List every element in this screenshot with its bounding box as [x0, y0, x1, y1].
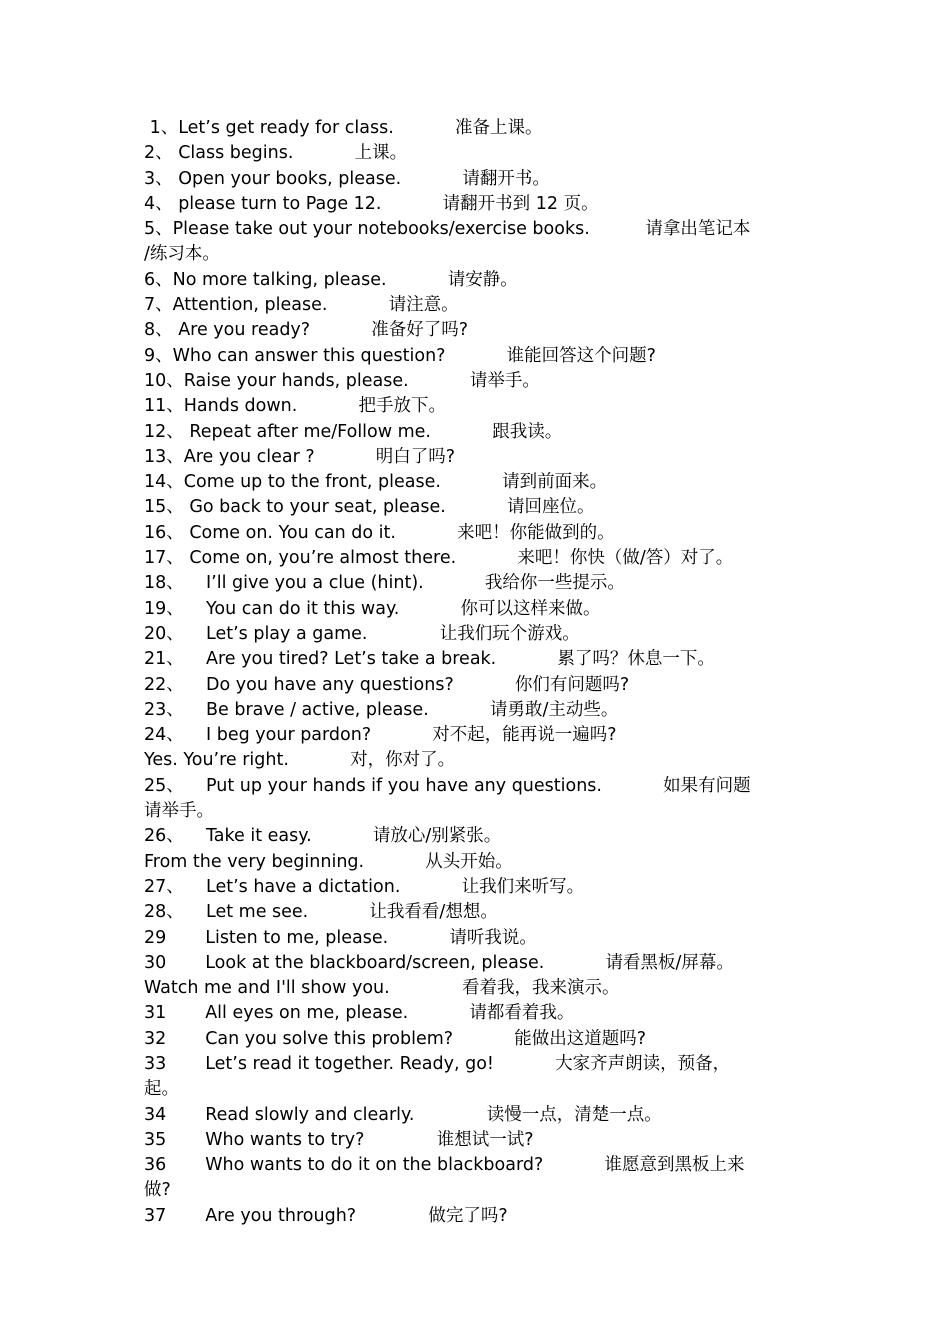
text-line: 8、 Are you ready? 准备好了吗? — [144, 320, 469, 341]
text-line: 3、 Open your books, please. 请翻开书。 — [144, 168, 550, 189]
text-line: 20、 Let’s play a game. 让我们玩个游戏。 — [144, 623, 580, 644]
text-line: 15、 Go back to your seat, please. 请回座位。 — [144, 497, 595, 518]
text-line: 26、 Take it easy. 请放心/别紧张。 — [144, 826, 502, 847]
text-line: 5、Please take out your notebooks/exercise books. 请拿出笔记本 — [144, 219, 751, 240]
text-line: 22、 Do you have any questions? 你们有问题吗? — [144, 674, 630, 695]
text-line: 请举手。 — [144, 801, 214, 822]
text-line: 6、No more talking, please. 请安静。 — [144, 269, 518, 290]
text-line: 28、 Let me see. 让我看看/想想。 — [144, 902, 498, 923]
text-line: 31 All eyes on me, please. 请都看着我。 — [144, 1003, 575, 1024]
text-line: 25、 Put up your hands if you have any questions. 如果有问题 — [144, 775, 751, 796]
text-line: 4、 please turn to Page 12. 请翻开书到 12 页。 — [144, 193, 599, 214]
text-line: From the very beginning. 从头开始。 — [144, 851, 513, 872]
text-line: Watch me and I'll show you. 看着我，我来演示。 — [144, 978, 620, 999]
text-line: 1、Let’s get ready for class. 准备上课。 — [144, 118, 543, 138]
text-line: /练习本。 — [144, 244, 220, 265]
text-line: 33 Let’s read it together. Ready, go! 大家齐声朗读，预备， — [144, 1053, 731, 1074]
text-line: 16、 Come on. You can do it. 来吧！你能做到的。 — [144, 522, 615, 543]
text-line: 35 Who wants to try? 谁想试一试? — [144, 1129, 534, 1150]
text-line: 32 Can you solve this problem? 能做出这道题吗? — [144, 1028, 647, 1049]
text-line: 34 Read slowly and clearly. 读慢一点，清楚一点。 — [144, 1104, 662, 1125]
text-line: 9、Who can answer this question? 谁能回答这个问题? — [144, 345, 656, 366]
text-line: 7、Attention, please. 请注意。 — [144, 295, 459, 316]
text-line: 11、Hands down. 把手放下。 — [144, 396, 447, 417]
text-line: 14、Come up to the front, please. 请到前面来。 — [144, 472, 608, 493]
text-line: 18、 I’ll give you a clue (hint). 我给你一些提示。 — [144, 573, 625, 594]
text-line: 19、 You can do it this way. 你可以这样来做。 — [144, 598, 601, 619]
text-line: 17、 Come on, you’re almost there. 来吧！你快（做/答）对了。 — [144, 548, 734, 569]
text-line: 30 Look at the blackboard/screen, please. 请看黑板/屏幕。 — [144, 952, 734, 973]
text-line: 2、 Class begins. 上课。 — [144, 143, 408, 164]
text-line: 29 Listen to me, please. 请听我说。 — [144, 927, 537, 948]
text-line: 做? — [144, 1180, 171, 1201]
text-line: 21、 Are you tired? Let’s take a break. 累了吗？休息一下。 — [144, 649, 715, 670]
text-line: 10、Raise your hands, please. 请举手。 — [144, 370, 540, 391]
document-body — [144, 116, 824, 1229]
text-line: 36 Who wants to do it on the blackboard? 谁愿意到黑板上来 — [144, 1155, 745, 1176]
text-line: 37 Are you through? 做完了吗? — [144, 1205, 508, 1226]
text-line: 起。 — [144, 1079, 179, 1100]
text-line: Yes. You’re right. 对，你对了。 — [144, 750, 456, 771]
text-line: 23、 Be brave / active, please. 请勇敢/主动些。 — [144, 699, 619, 720]
text-line: 24、 I beg your pardon? 对不起，能再说一遍吗? — [144, 725, 617, 746]
text-line: 27、 Let’s have a dictation. 让我们来听写。 — [144, 876, 585, 897]
text-line: 13、Are you clear ? 明白了吗? — [144, 446, 456, 467]
text-line: 12、 Repeat after me/Follow me. 跟我读。 — [144, 421, 563, 442]
